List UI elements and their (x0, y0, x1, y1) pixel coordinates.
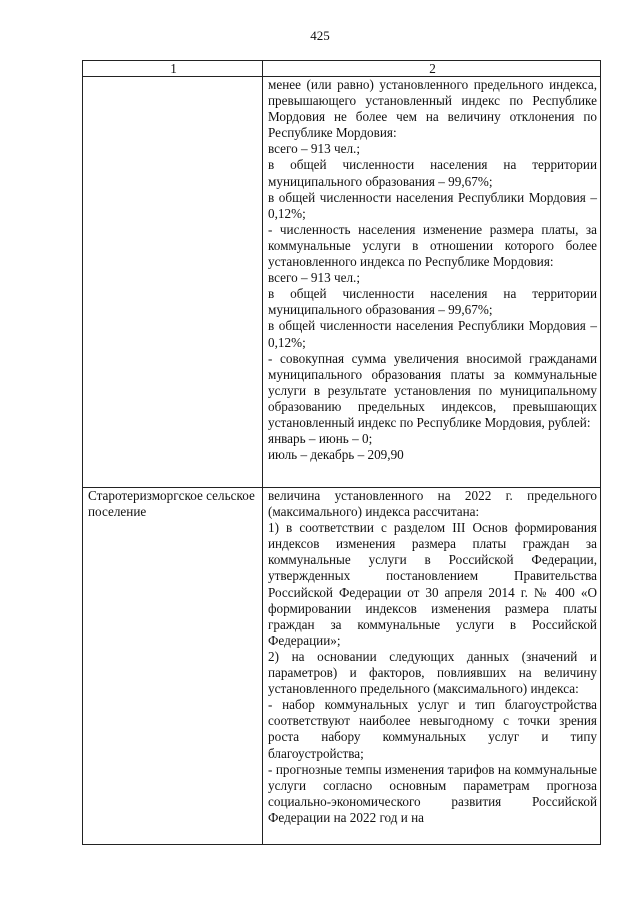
paragraph: январь – июнь – 0; (268, 431, 373, 447)
paragraph: менее (или равно) установленного предельного индекса, превышающего установленный индекс по Республике Мордовия не более чем на величину отклонения по Республике Мордовия: (268, 77, 597, 141)
index-table (82, 60, 601, 845)
paragraph: 2) на основании следующих данных (значений и параметров) и факторов, повлиявших на величину установленного предельного (максимального) индекса: (268, 648, 597, 697)
paragraph: - набор коммунальных услуг и тип благоустройства соответствуют наиболее невыгодному с точки зрения роста набору коммунальных услуг и типу благоустройства; (268, 697, 597, 761)
paragraph: величина установленного на 2022 г. предельного (максимального) индекса рассчитана: (268, 488, 597, 520)
paragraph: в общей численности населения Республики Мордовия – 0,12%; (268, 318, 597, 350)
municipality-cell (83, 77, 263, 488)
description-cell (263, 77, 601, 488)
column-header-2: 2 (263, 61, 601, 77)
paragraph: июль – декабрь – 209,90 (268, 447, 404, 463)
paragraph: 1) в соответствии с разделом III Основ формирования индексов изменения размера платы граждан за коммунальные услуги в Российской Федерации, утвержденных постановлением Правительства Российской Федерации от 30 апреля 2014 г. № 400 «О формировании индексов изменения размера платы граждан за коммунальные услуги в Российской Федерации»; (268, 520, 597, 648)
paragraph: в общей численности населения на территории муниципального образования – 99,67%; (268, 157, 597, 189)
paragraph: в общей численности населения на территории муниципального образования – 99,67%; (268, 286, 597, 318)
paragraph: в общей численности населения Республики Мордовия – 0,12%; (268, 189, 597, 221)
paragraph: - совокупная сумма увеличения вносимой гражданами муниципального образования платы за коммунальные услуги в результате установления по муниципальному образованию предельных индексов, превышающих установленный индекс по Республике Мордовия, рублей: (268, 350, 597, 430)
header-row (83, 61, 601, 77)
description-cell (263, 488, 601, 845)
paragraph: всего – 913 чел.; (268, 270, 360, 286)
paragraph: - прогнозные темпы изменения тарифов на коммунальные услуги согласно основным параметрам прогноза социально-экономического развития Российской Федерации на 2022 год и на (268, 761, 597, 825)
municipality-cell (83, 488, 263, 845)
paragraph: всего – 913 чел.; (268, 141, 360, 157)
table-row (83, 77, 601, 488)
municipality-name: Старотеризморгское сельское поселение (88, 488, 255, 520)
page-number: 425 (310, 28, 330, 43)
table-row (83, 488, 601, 845)
column-header-1: 1 (83, 61, 263, 77)
paragraph: - численность населения изменение размера платы, за коммунальные услуги в отношении которого более установленного индекса по Республике Мордовия: (268, 221, 597, 270)
